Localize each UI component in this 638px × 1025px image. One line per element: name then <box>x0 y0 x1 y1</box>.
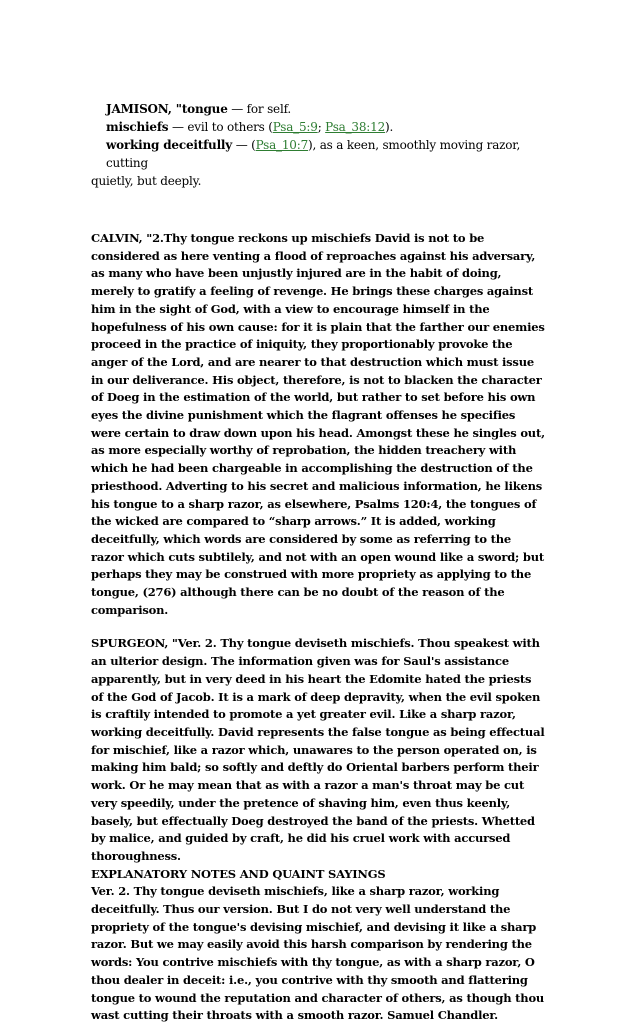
ref-separator: ; <box>317 120 326 134</box>
working-deceitfully-term: working deceitfully <box>106 138 233 152</box>
mischiefs-definition: — evil to others ( <box>168 120 273 134</box>
ref-close: ). <box>385 120 394 134</box>
jamison-working-continuation: quietly, but deeply. <box>91 174 202 188</box>
mischiefs-term: mischiefs <box>106 120 169 134</box>
notes-heading: EXPLANATORY NOTES AND QUAINT SAYINGS <box>91 866 386 881</box>
calvin-paragraph: CALVIN, "2.Thy tongue reckons up mischiefs David is not to be considered as here venting a flood of reproaches against his adversary, as many who have been unjustly injured are in the habit of doing, merely to gratify a feeling of revenge. He brings these charges against him in the sight of God, with a view to encourage himself in the hopefulness of his own cause: for it is plain that the farther our enemies proceed in the practice of iniquity, they proportionably provoke the anger of the Lord, and are nearer to that destruction which must issue in our deliverance. His object, therefore, is not to blacken the character of Doeg in the estimation of the world, but rather to set before his own eyes the divine punishment which the flagrant offenses he specifies were certain to draw down upon his head. Amongst these he singles out, as more especially worthy of reprobation, the hidden treachery with which he had been chargeable in accomplishing the destruction of the priesthood. Adverting to his secret and malicious information, he likens his tongue to a sharp razor, as elsewhere, Psalms 120:4, the tongues of the wicked are compared to “sharp arrows.” It is added, working deceitfully, which words are considered by some as referring to the razor which cuts subtilely, and not with an open wound like a sword; but perhaps they may be construed with more propriety as applying to the tongue, (276) although there can be no doubt of the reason of the comparison. <box>91 231 545 617</box>
jamison-label: JAMISON, "tongue <box>106 102 228 116</box>
ref-psa-10-7[interactable]: Psa_10:7 <box>255 138 309 152</box>
working-dash: — ( <box>232 138 256 152</box>
calvin-commentary <box>91 230 546 619</box>
ref-psa-38-12[interactable]: Psa_38:12 <box>325 120 386 134</box>
jamison-working-line <box>91 136 546 172</box>
jamison-tongue-definition: — for self. <box>227 102 292 116</box>
notes-paragraph: Ver. 2. Thy tongue deviseth mischiefs, like a sharp razor, working deceitfully. Thus our version. But I do not very well understand the propriety of the tongue's devising mischief, and devising it like a sharp razor. But we may easily avoid this harsh comparison by rendering the words: You contrive mischiefs with thy tongue, as with a sharp razor, O thou dealer in deceit: i.e., you contrive with thy smooth and flattering tongue to wound the reputation and character of others, as though thou wast cutting their throats with a smooth razor. Samuel Chandler. <box>91 884 545 1023</box>
working-definition: ), as a keen, smoothly moving razor, cutting <box>106 138 521 170</box>
jamison-mischiefs-line <box>91 118 546 136</box>
spurgeon-paragraph: SPURGEON, "Ver. 2. Thy tongue deviseth mischiefs. Thou speakest with an ulterior design. The information given was for Saul's assistance apparently, but in very deed in his heart the Edomite hated the priests of the God of Jacob. It is a mark of deep depravity, when the evil spoken is craftily intended to promote a yet greater evil. Like a sharp razor, working deceitfully. David represents the false tongue as being effectual for mischief, like a razor which, unawares to the person operated on, is making him bald; so softly and deftly do Oriental barbers perform their work. Or he may mean that as with a razor a man's throat may be cut very speedily, under the pretence of shaving him, even thus keenly, basely, but effectually Doeg destroyed the band of the priests. Whetted by malice, and guided by craft, he did his cruel work with accursed thoroughness. <box>91 636 545 863</box>
ref-psa-5-9[interactable]: Psa_5:9 <box>272 120 318 134</box>
jamison-tongue-line <box>91 100 546 118</box>
jamison-commentary <box>91 100 546 190</box>
document-page <box>91 100 546 1025</box>
spurgeon-commentary <box>91 635 546 1024</box>
